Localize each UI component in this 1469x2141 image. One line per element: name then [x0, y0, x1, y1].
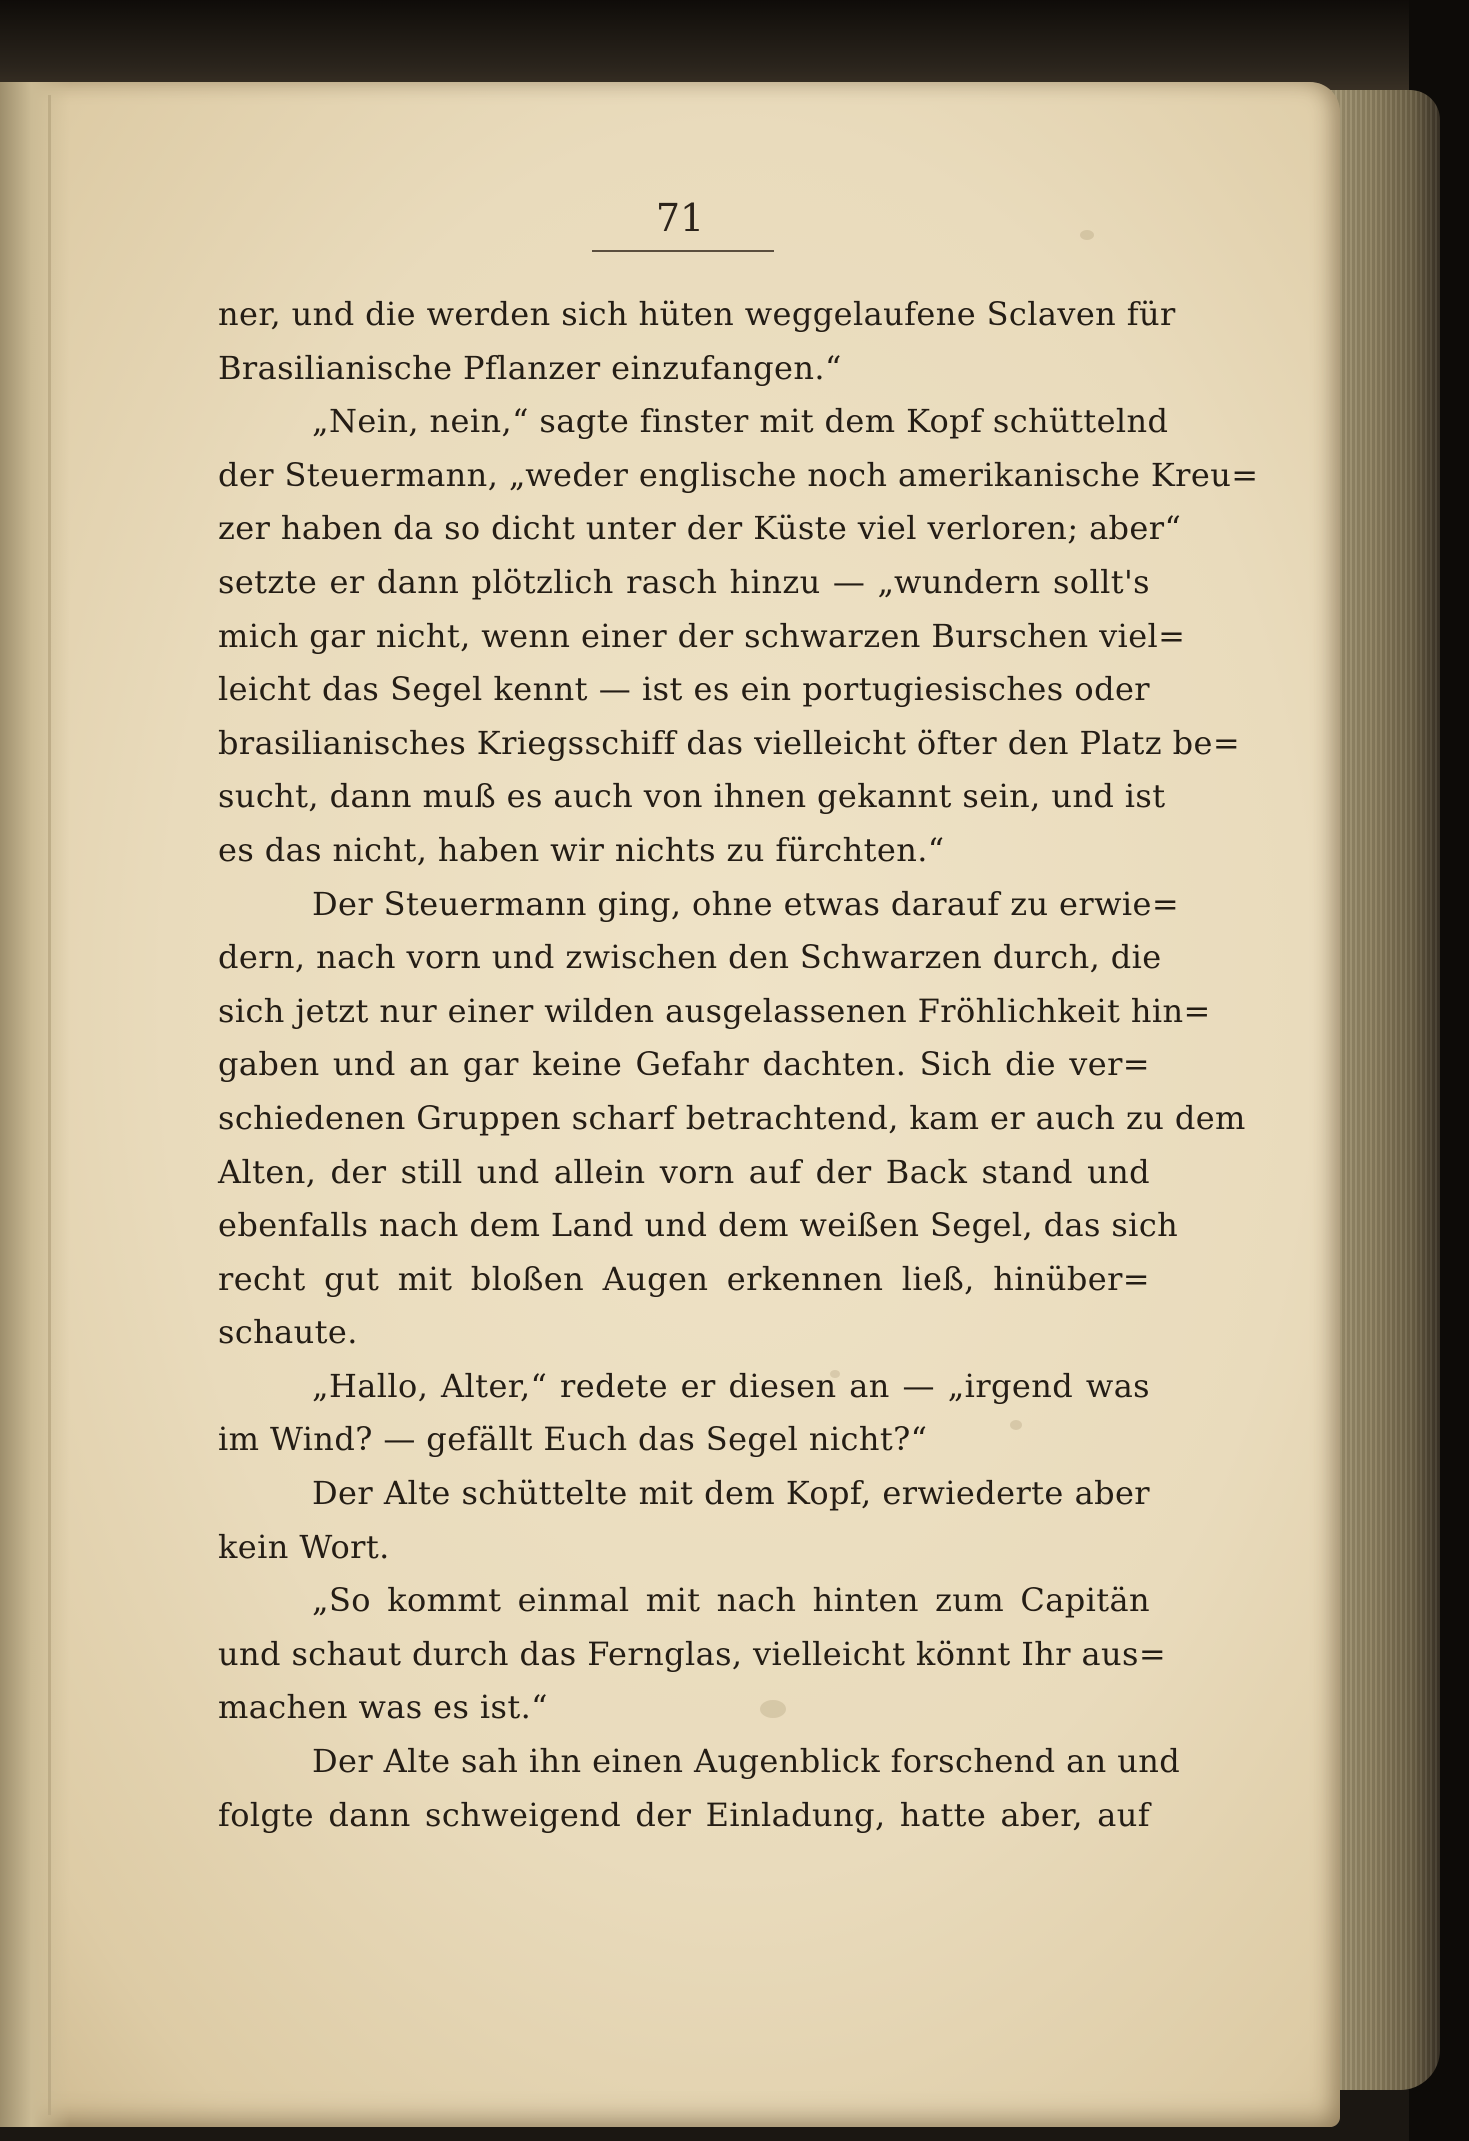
text-line: machen was es ist.“ — [218, 1688, 548, 1727]
text-line: setzte er dann plötzlich rasch hinzu — „wundern sollt's — [218, 562, 1150, 601]
text-line: zer haben da so dicht unter der Küste viel verloren; aber“ — [218, 509, 1182, 548]
text-line: mich gar nicht, wenn einer der schwarzen Burschen viel= — [218, 616, 1186, 655]
text-line: „Nein, nein,“ sagte finster mit dem Kopf schüttelnd — [312, 402, 1169, 441]
text-line: Der Alte schüttelte mit dem Kopf, erwiederte aber — [312, 1474, 1150, 1513]
text-line: der Steuermann, „weder englische noch amerikanische Kreu= — [218, 455, 1259, 494]
text-line: Brasilianische Pflanzer einzufangen.“ — [218, 348, 842, 387]
body-text — [218, 288, 1259, 1842]
text-line: leicht das Segel kennt — ist es ein portugiesisches oder — [218, 670, 1150, 709]
text-line: kein Wort. — [218, 1527, 390, 1566]
text-line: recht gut mit bloßen Augen erkennen ließ, hinüber= — [218, 1259, 1150, 1298]
text-line: im Wind? — gefällt Euch das Segel nicht?“ — [218, 1420, 928, 1459]
page-number: 71 — [655, 196, 705, 240]
text-line: gaben und an gar keine Gefahr dachten. Sich die ver= — [218, 1045, 1150, 1084]
paper-stain — [1080, 230, 1094, 240]
text-line: brasilianisches Kriegsschiff das vielleicht öfter den Platz be= — [218, 723, 1241, 762]
text-line: „So kommt einmal mit nach hinten zum Capitän — [312, 1581, 1150, 1620]
text-line: ner, und die werden sich hüten weggelaufene Sclaven für — [218, 295, 1176, 333]
text-line: sich jetzt nur einer wilden ausgelassenen Fröhlichkeit hin= — [218, 991, 1211, 1030]
header-rule — [592, 250, 774, 252]
text-line: es das nicht, haben wir nichts zu fürchten.“ — [218, 830, 945, 869]
book-binding-top — [0, 0, 1469, 95]
text-line: folgte dann schweigend der Einladung, hatte aber, auf — [218, 1795, 1150, 1834]
text-line: sucht, dann muß es auch von ihnen gekannt sein, und ist — [218, 777, 1166, 816]
text-line: dern, nach vorn und zwischen den Schwarzen durch, die — [218, 938, 1162, 977]
text-line: und schaut durch das Fernglas, vielleicht könnt Ihr aus= — [218, 1634, 1167, 1673]
text-line: ebenfalls nach dem Land und dem weißen Segel, das sich — [218, 1206, 1179, 1245]
text-line: schiedenen Gruppen scharf betrachtend, kam er auch zu dem — [218, 1098, 1246, 1137]
text-line: Der Alte sah ihn einen Augenblick forschend an und — [312, 1742, 1181, 1781]
text-line: schaute. — [218, 1313, 358, 1352]
gutter-crease — [48, 95, 51, 2115]
text-line: „Hallo, Alter,“ redete er diesen an — „irgend was — [312, 1366, 1150, 1405]
page-gutter — [0, 82, 70, 2127]
text-line: Alten, der still und allein vorn auf der Back stand und — [218, 1152, 1150, 1191]
text-line: Der Steuermann ging, ohne etwas darauf zu erwie= — [312, 884, 1180, 923]
